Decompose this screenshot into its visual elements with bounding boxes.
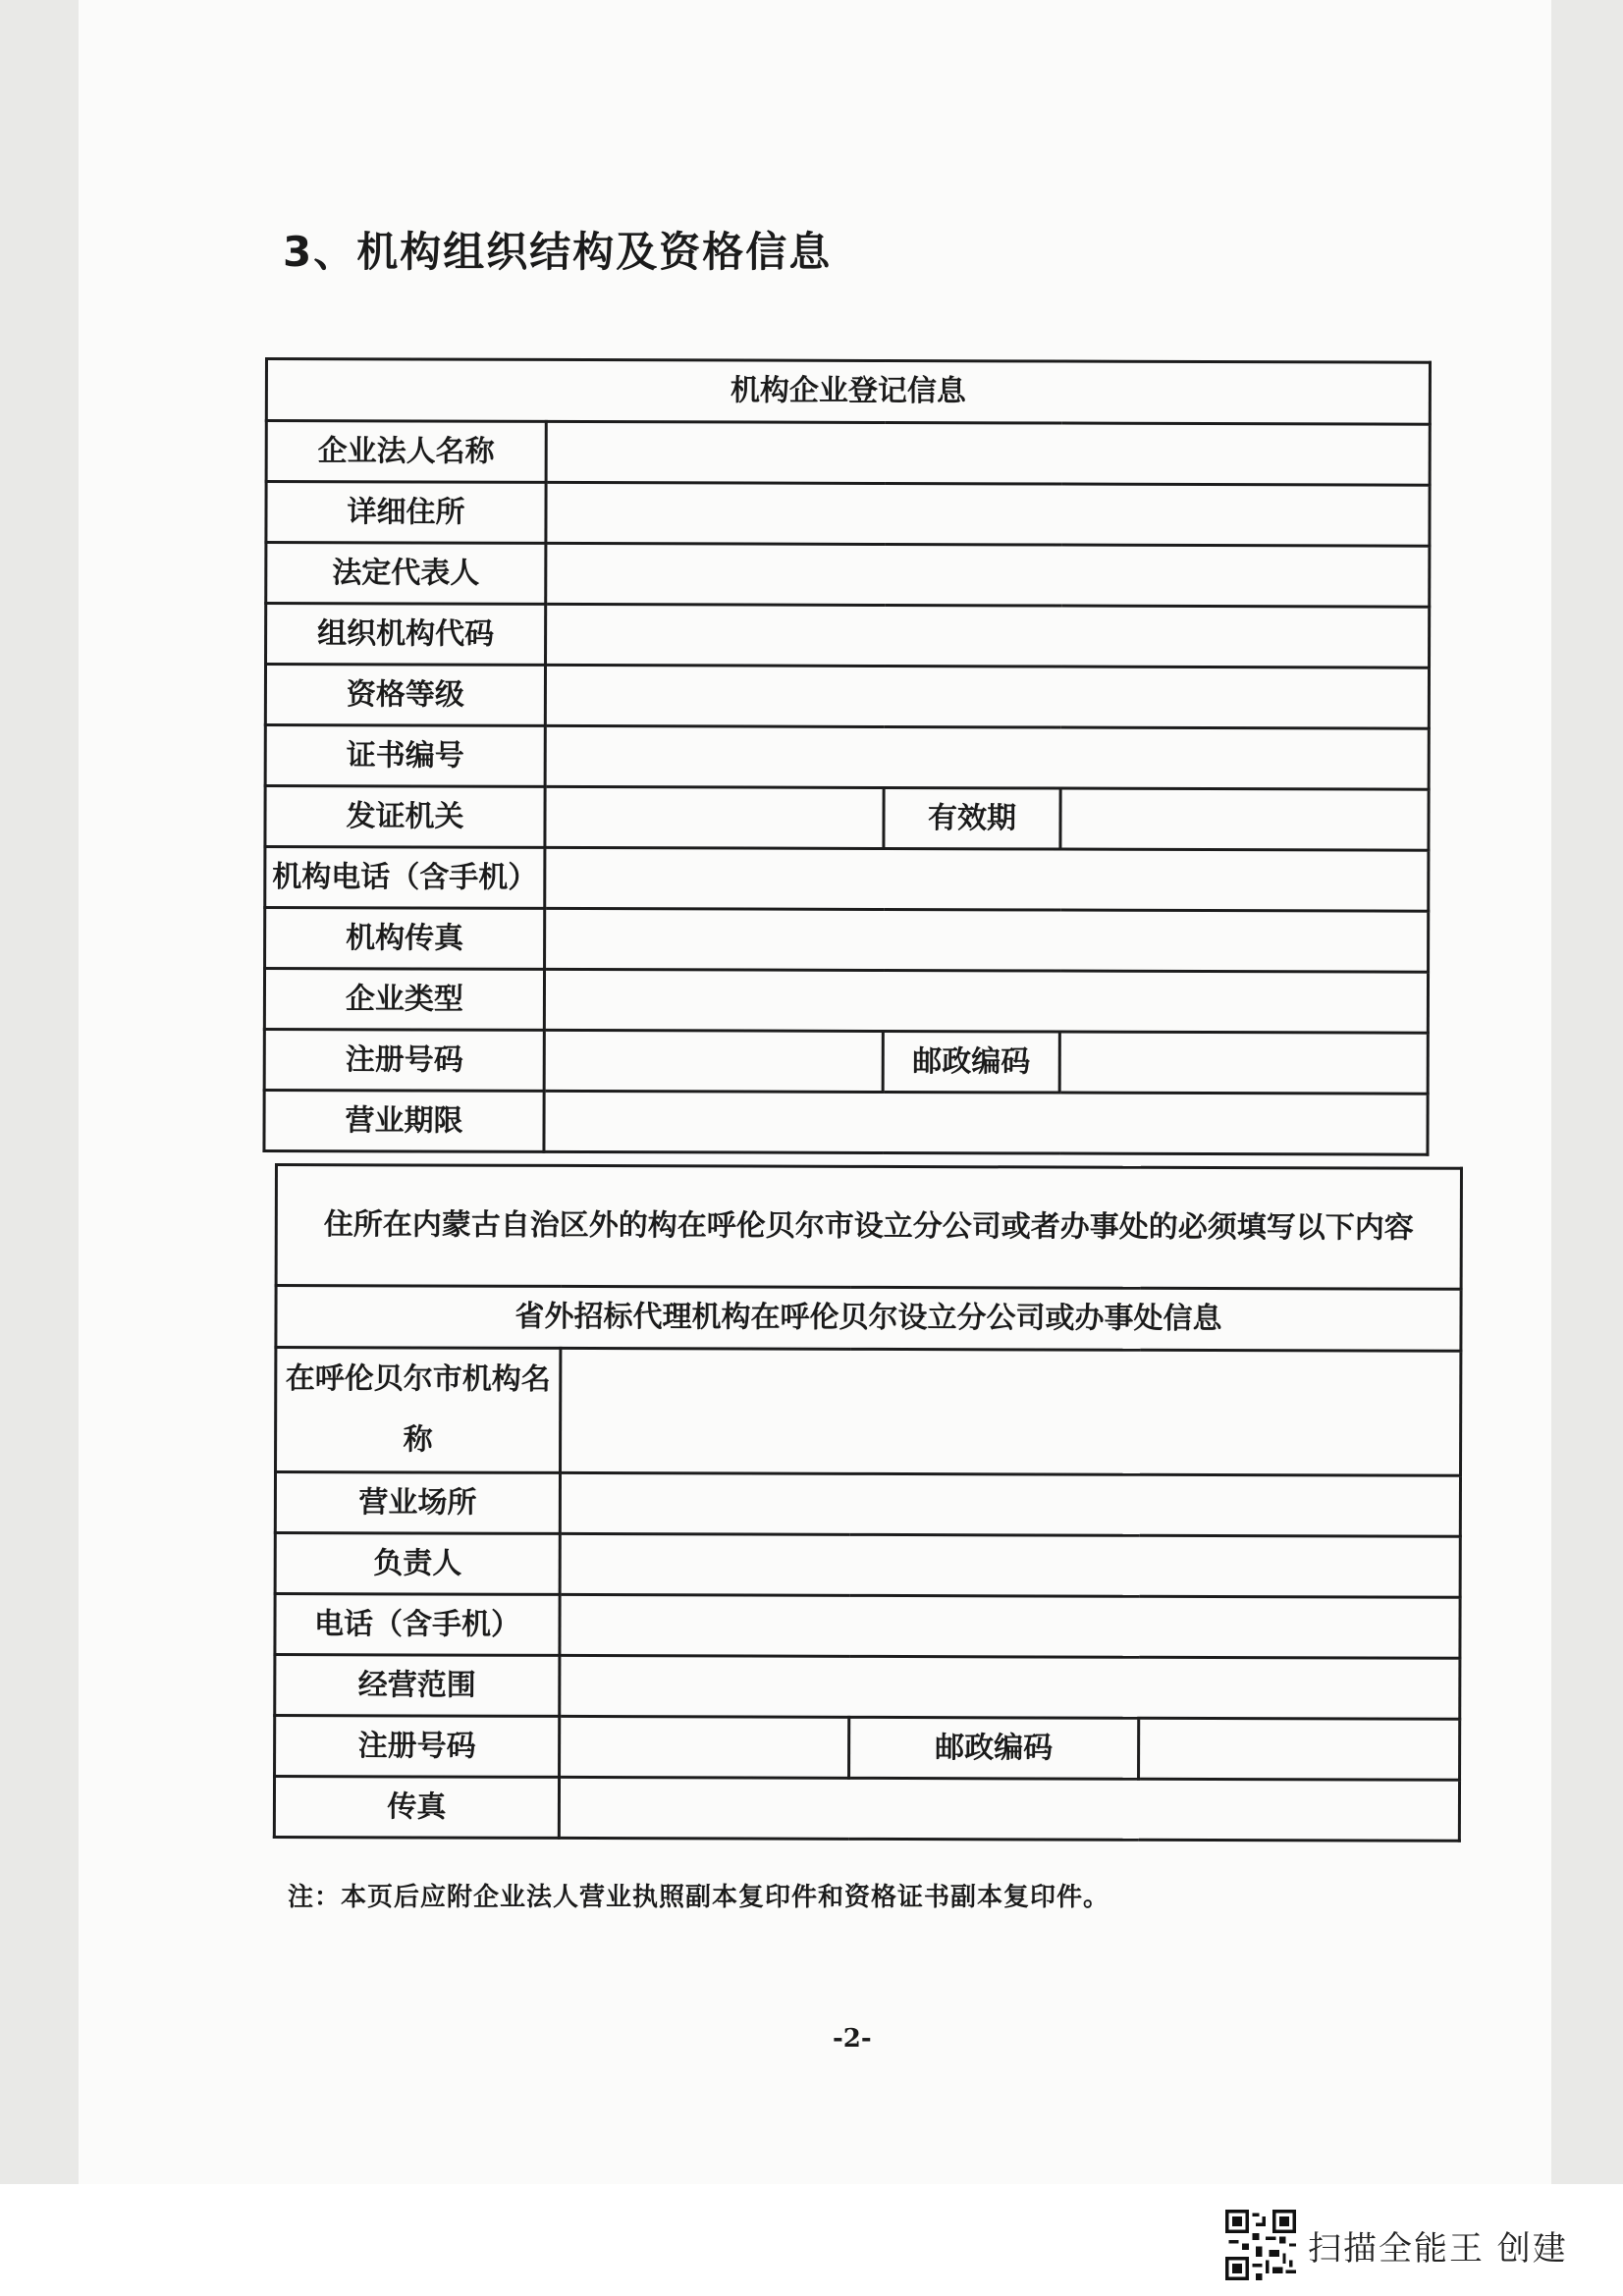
value-certificate-number[interactable]	[545, 725, 1429, 789]
label-organization-code: 组织机构代码	[266, 604, 546, 666]
registration-table-note: 住所在内蒙古自治区外的构在呼伦贝尔市设立分公司或者办事处的必须填写以下内容	[276, 1165, 1461, 1290]
label-registration-number: 注册号码	[264, 1030, 544, 1092]
value-validity-period[interactable]	[1060, 788, 1429, 850]
registration-table	[262, 357, 1432, 1156]
value-registration-number[interactable]	[544, 1030, 883, 1092]
registration-table-header: 机构企业登记信息	[266, 359, 1430, 425]
branch-table	[273, 1163, 1463, 1842]
value-phone[interactable]	[545, 847, 1429, 911]
footnote: 注：本页后应附企业法人营业执照副本复印件和资格证书副本复印件。	[288, 1883, 1110, 1912]
label-validity-period: 有效期	[884, 787, 1060, 849]
value-postal-code[interactable]	[1059, 1032, 1428, 1094]
value-legal-entity-name[interactable]	[546, 421, 1430, 485]
value-branch-fax[interactable]	[559, 1777, 1459, 1841]
value-legal-representative[interactable]	[546, 543, 1430, 607]
label-legal-representative: 法定代表人	[266, 543, 546, 605]
label-enterprise-type: 企业类型	[264, 969, 544, 1031]
value-fax[interactable]	[545, 908, 1429, 972]
value-business-scope[interactable]	[560, 1655, 1460, 1719]
label-branch-fax: 传真	[274, 1777, 559, 1839]
label-business-term: 营业期限	[264, 1091, 544, 1152]
label-phone: 机构电话（含手机）	[265, 847, 545, 909]
value-branch-registration-number[interactable]	[560, 1716, 849, 1778]
value-enterprise-type[interactable]	[544, 969, 1428, 1033]
value-issuing-authority[interactable]	[545, 786, 884, 848]
value-business-premises[interactable]	[560, 1472, 1460, 1536]
label-fax: 机构传真	[265, 908, 545, 970]
label-business-premises: 营业场所	[275, 1472, 560, 1534]
value-branch-name[interactable]	[561, 1348, 1461, 1475]
value-address[interactable]	[546, 482, 1430, 546]
watermark-text: 扫描全能王 创建	[1308, 2228, 1568, 2269]
label-branch-name: 在呼伦贝尔市机构名称	[276, 1348, 561, 1473]
branch-table-header: 省外招标代理机构在呼伦贝尔设立分公司或办事处信息	[276, 1286, 1461, 1352]
label-qualification-grade: 资格等级	[265, 665, 545, 726]
label-issuing-authority: 发证机关	[265, 786, 545, 848]
label-person-in-charge: 负责人	[275, 1533, 560, 1595]
scanner-watermark	[1225, 2206, 1568, 2284]
value-branch-phone[interactable]	[560, 1594, 1460, 1658]
value-organization-code[interactable]	[546, 604, 1430, 667]
value-qualification-grade[interactable]	[545, 665, 1429, 728]
label-postal-code: 邮政编码	[883, 1031, 1059, 1093]
qr-code-icon	[1225, 2210, 1296, 2280]
page-number: -2-	[833, 2024, 872, 2054]
label-certificate-number: 证书编号	[265, 725, 545, 787]
value-business-term[interactable]	[544, 1091, 1428, 1154]
label-address: 详细住所	[266, 482, 546, 544]
value-person-in-charge[interactable]	[560, 1533, 1460, 1597]
label-branch-registration-number: 注册号码	[275, 1716, 560, 1778]
value-branch-postal-code[interactable]	[1139, 1718, 1460, 1780]
label-branch-postal-code: 邮政编码	[849, 1717, 1139, 1779]
label-branch-phone: 电话（含手机）	[275, 1594, 560, 1656]
section-heading: 3、机构组织结构及资格信息	[283, 228, 833, 276]
label-legal-entity-name: 企业法人名称	[266, 421, 546, 483]
label-business-scope: 经营范围	[275, 1655, 560, 1717]
